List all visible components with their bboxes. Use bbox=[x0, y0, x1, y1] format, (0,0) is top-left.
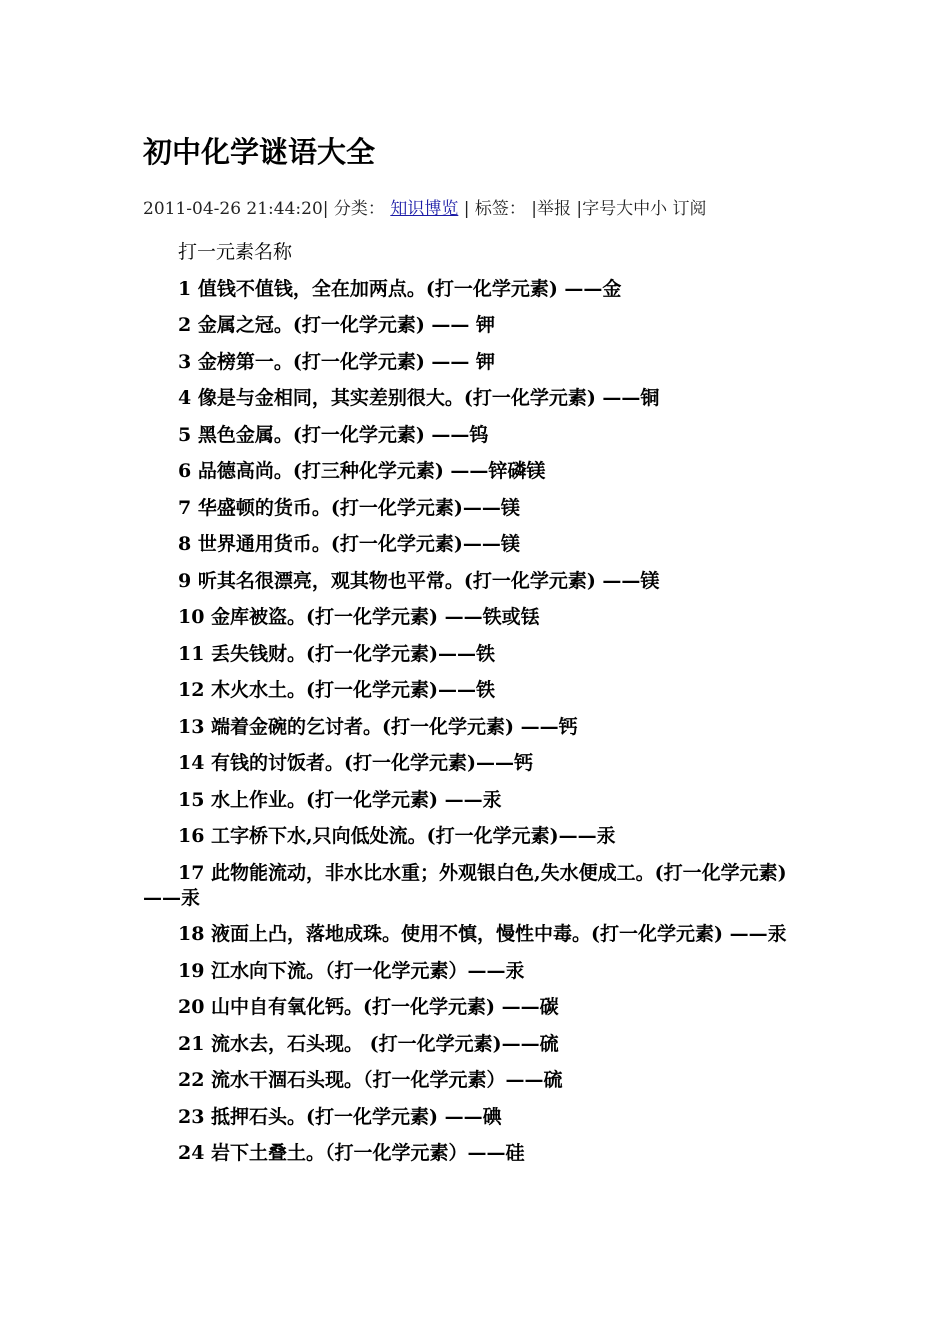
article-body bbox=[143, 240, 813, 1178]
post-datetime: 2011-04-26 21:44:20 bbox=[143, 199, 323, 219]
page-title: 初中化学谜语大全 bbox=[143, 135, 376, 169]
riddle-item: 4 像是与金相同，其实差别很大。(打一化学元素) ——铜 bbox=[178, 387, 660, 409]
riddle-item: 20 山中自有氧化钙。(打一化学元素) ——碳 bbox=[178, 996, 559, 1018]
riddle-item: 24 岩下土叠土。（打一化学元素）——硅 bbox=[178, 1142, 525, 1164]
riddle-item: 14 有钱的讨饭者。(打一化学元素)——钙 bbox=[178, 752, 534, 774]
riddle-item: 13 端着金碗的乞讨者。(打一化学元素) ——钙 bbox=[178, 715, 578, 738]
riddle-item: 5 黑色金属。(打一化学元素) ——钨 bbox=[178, 423, 489, 446]
riddle-item: 16 工字桥下水,只向低处流。(打一化学元素)——汞 bbox=[178, 825, 616, 847]
tag-label: | 标签： bbox=[458, 199, 526, 219]
riddle-intro: 打一元素名称 bbox=[178, 241, 293, 263]
riddle-item: 3 金榜第一。(打一化学元素) —— 钾 bbox=[178, 350, 496, 373]
riddle-item: 23 抵押石头。(打一化学元素) ——碘 bbox=[178, 1105, 502, 1128]
riddle-item: 11 丢失钱财。(打一化学元素)——铁 bbox=[178, 642, 496, 665]
riddle-item: 9 听其名很漂亮，观其物也平常。(打一化学元素) ——镁 bbox=[178, 569, 660, 592]
category-label: | 分类： bbox=[322, 199, 385, 219]
article-meta bbox=[143, 197, 707, 221]
riddle-item: 18 液面上凸，落地成珠。使用不慎，慢性中毒。(打一化学元素) ——汞 bbox=[178, 923, 787, 945]
font-size-control[interactable]: |字号大中小 bbox=[571, 199, 668, 219]
riddle-item: 2 金属之冠。(打一化学元素) —— 钾 bbox=[178, 314, 496, 336]
riddle-item: 10 金库被盗。(打一化学元素) ——铁或铥 bbox=[178, 606, 540, 628]
riddle-item: 8 世界通用货币。(打一化学元素)——镁 bbox=[178, 533, 520, 555]
category-link[interactable]: 知识博览 bbox=[390, 199, 459, 219]
riddle-item: 12 木火水土。(打一化学元素)——铁 bbox=[178, 679, 496, 701]
riddle-item: 17 此物能流动，非水比水重；外观银白色,失水便成工。(打一化学元素)——汞 bbox=[143, 861, 787, 909]
riddle-item: 22 流水干涸石头现。（打一化学元素）——硫 bbox=[178, 1069, 563, 1091]
report-link[interactable]: |举报 bbox=[525, 199, 572, 219]
riddle-item: 15 水上作业。(打一化学元素) ——汞 bbox=[178, 788, 502, 811]
riddle-item: 21 流水去，石头现。 (打一化学元素)——硫 bbox=[178, 1032, 559, 1055]
riddle-item: 1 值钱不值钱，全在加两点。(打一化学元素) ——金 bbox=[178, 277, 622, 300]
subscribe-link[interactable]: 订阅 bbox=[667, 199, 707, 219]
riddle-item: 7 华盛顿的货币。(打一化学元素)——镁 bbox=[178, 496, 520, 519]
riddle-item: 19 江水向下流。（打一化学元素）——汞 bbox=[178, 959, 525, 982]
riddle-item: 6 品德高尚。(打三种化学元素) ——锌磷镁 bbox=[178, 460, 546, 482]
